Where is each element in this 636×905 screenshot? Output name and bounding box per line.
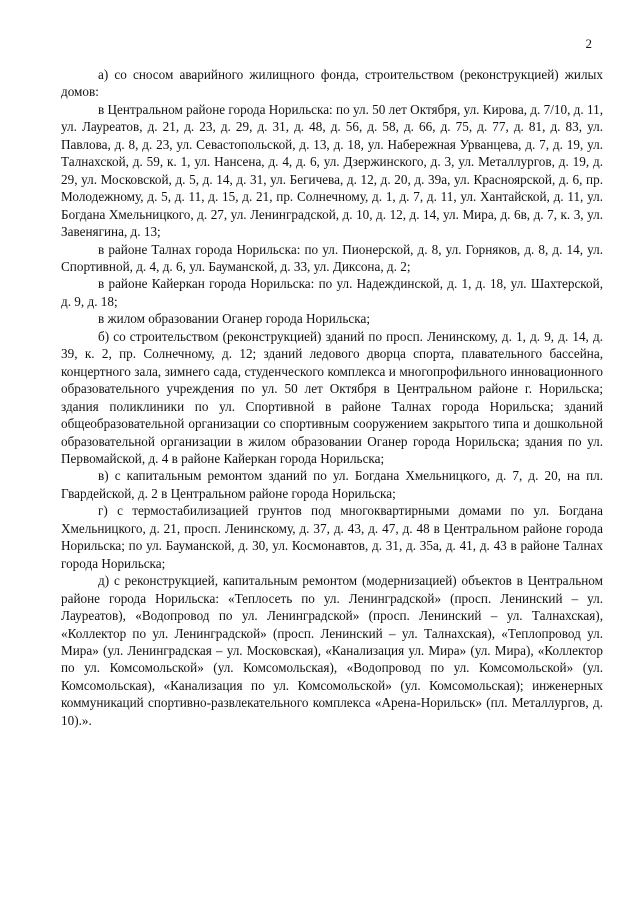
paragraph-central-district: в Центральном районе города Норильска: по ул. 50 лет Октября, ул. Кирова, д. 7/10, д. 11, ул. Лауреатов, д. 21, д. 23, д. 29, д. 31, д. 48, д. 56, д. 58, д. 66, д. 75, д. 77, д. 81, д. 83, ул. Павлова, д. 8, д. 23, ул. Севастопольской, д. 13, д. 18, ул. Набережная Урванцева, д. 7, д. 19, ул. Талнахской, д. 59, к. 1, ул. Нансена, д. 4, д. 6, ул. Дзержинского, д. 3, ул. Металлургов, д. 19, д. 29, ул. Московской, д. 5, д. 14, д. 31, ул. Бегичева, д. 12, д. 20, д. 39а, ул. Красноярской, д. 6, пр. Молодежному, д. 5, д. 11, д. 15, д. 21, пр. Солнечному, д. 1, д. 7, д. 11, ул. Хантайской, д. 11, ул. Богдана Хмельницкого, д. 27, ул. Ленинградской, д. 10, д. 12, д. 14, ул. Мира, д. 6в, д. 7, к. 3, ул. Завенягина, д. 13; <box>61 101 603 240</box>
paragraph-oganer: в жилом образовании Оганер города Норильска; <box>98 311 370 327</box>
paragraph-d-reconstruction: д) с реконструкцией, капитальным ремонтом (модернизацией) объектов в Центральном районе города Норильска: «Теплосеть по ул. Ленинградской» (просп. Ленинский – ул. Лауреатов), «Водопровод по ул. Ленинградской» (просп. Ленинский – ул. Талнахская), «Коллектор по ул. Ленинградской» (просп. Ленинский – ул. Талнахская), «Теплопровод ул. Мира» (ул. Ленинградская – ул. Московская), «Канализация ул. Мира» (ул. Мира), «Коллектор по ул. Комсомольской» (ул. Комсомольская), «Водопровод по ул. Комсомольской» (ул. Комсомольская), «Канализация по ул. Комсомольской» (ул. Комсомольская); инженерных коммуникаций спортивно-развлекательного комплекса «Арена-Норильск» (пл. Металлургов, д. 10).». <box>61 573 603 728</box>
page-number: 2 <box>585 36 592 51</box>
paragraph-v-capital-repair: в) с капитальным ремонтом зданий по ул. Богдана Хмельницкого, д. 7, д. 20, на пл. Гвардейской, д. 2 в Центральном районе города Норильска; <box>61 468 603 501</box>
document-body <box>61 66 603 729</box>
paragraph-g-thermostabilization: г) с термостабилизацией грунтов под многоквартирными домами по ул. Богдана Хмельницкого, д. 21, просп. Ленинскому, д. 37, д. 43, д. 47, д. 48 в Центральном районе города Норильска; по ул. Бауманской, д. 30, ул. Космонавтов, д. 31, д. 35а, д. 41, д. 43 в районе Талнах города Норильска; <box>61 503 603 571</box>
paragraph-b-construction: б) со строительством (реконструкцией) зданий по просп. Ленинскому, д. 1, д. 9, д. 14, д. 39, к. 2, пр. Солнечному, д. 12; зданий ледового дворца спорта, плавательного бассейна, концертного зала, зимнего сада, студенческого комплекса и многопрофильного инновационного образовательного учреждения по ул. 50 лет Октября в Центральном районе г. Норильска; здания поликлиники по ул. Спортивной в районе Талнах города Норильска; зданий общеобразовательной организации со спортивным сооружением закрытого типа и дошкольной образовательной организации в жилом образовании Оганер города Норильска; здания по ул. Первомайской, д. 4 в районе Кайеркан города Норильска; <box>61 328 603 466</box>
paragraph-kayerkan-district: в районе Кайеркан города Норильска: по ул. Надеждинской, д. 1, д. 18, ул. Шахтерской, д. 9, д. 18; <box>61 276 603 309</box>
paragraph-talnakh-district: в районе Талнах города Норильска: по ул. Пионерской, д. 8, ул. Горняков, д. 8, д. 14, ул. Спортивной, д. 4, д. 6, ул. Бауманской, д. 33, ул. Диксона, д. 2; <box>61 241 603 274</box>
paragraph-a-intro: а) со сносом аварийного жилищного фонда, строительством (реконструкцией) жилых домов: <box>61 67 603 100</box>
